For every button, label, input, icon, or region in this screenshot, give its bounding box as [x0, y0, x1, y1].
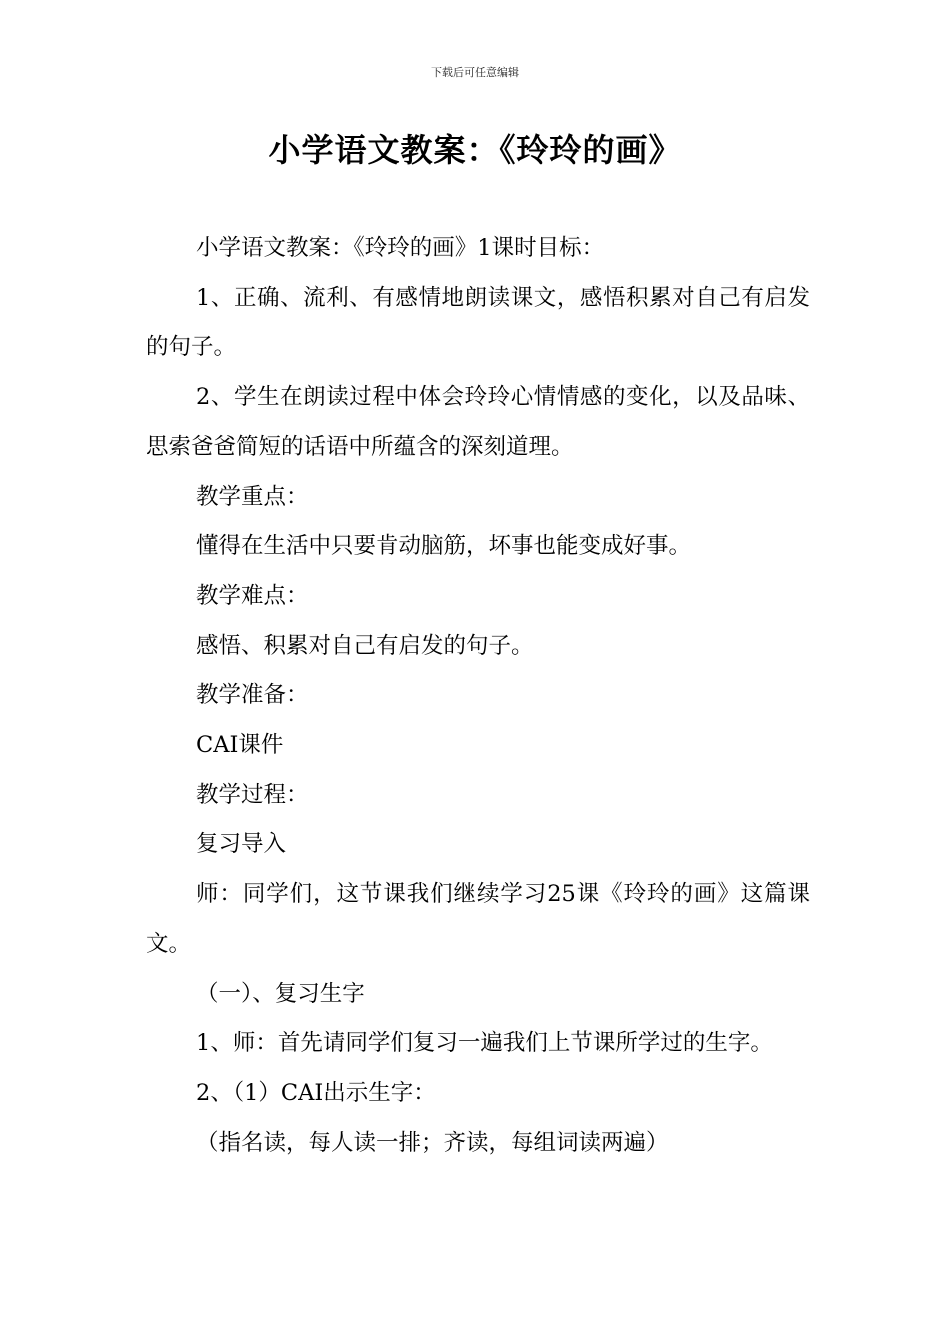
- paragraph-goal-1: 1、正确、流利、有感情地朗读课文，感悟积累对自己有启发的句子。: [146, 284, 810, 361]
- paragraph-step-2: 2、（1）CAI出示生字：: [196, 1079, 436, 1106]
- page-header-note: 下载后可任意编辑: [431, 66, 519, 79]
- heading-review-characters: （一）、复习生字: [196, 980, 365, 1007]
- paragraph-teacher-intro: 师：同学们，这节课我们继续学习25课《玲玲的画》这篇课文。: [146, 881, 810, 957]
- heading-preparation: 教学准备：: [196, 682, 309, 709]
- paragraph-goal-2: 2、学生在朗读过程中体会玲玲心情情感的变化，以及品味、思索爸爸简短的话语中所蕴含的深刻道理。: [146, 384, 810, 460]
- document-body: [146, 224, 810, 1168]
- document-title: 小学语文教案：《玲玲的画》: [268, 131, 682, 169]
- paragraph-lesson-goals: 小学语文教案：《玲玲的画》1课时目标：: [196, 235, 605, 261]
- paragraph-difficulties: 感悟、积累对自己有启发的句子。: [196, 632, 534, 659]
- paragraph-review-intro: 复习导入: [196, 831, 287, 858]
- heading-difficulties: 教学难点：: [196, 582, 309, 609]
- heading-process: 教学过程：: [196, 781, 309, 808]
- paragraph-reading-instructions: （指名读，每人读一排；齐读，每组词读两遍）: [196, 1129, 669, 1156]
- paragraph-preparation: CAI课件: [196, 732, 284, 759]
- paragraph-key-points: 懂得在生活中只要肯动脑筋，坏事也能变成好事。: [196, 533, 692, 560]
- paragraph-step-1: 1、师：首先请同学们复习一遍我们上节课所学过的生字。: [196, 1030, 773, 1057]
- heading-key-points: 教学重点：: [196, 483, 309, 510]
